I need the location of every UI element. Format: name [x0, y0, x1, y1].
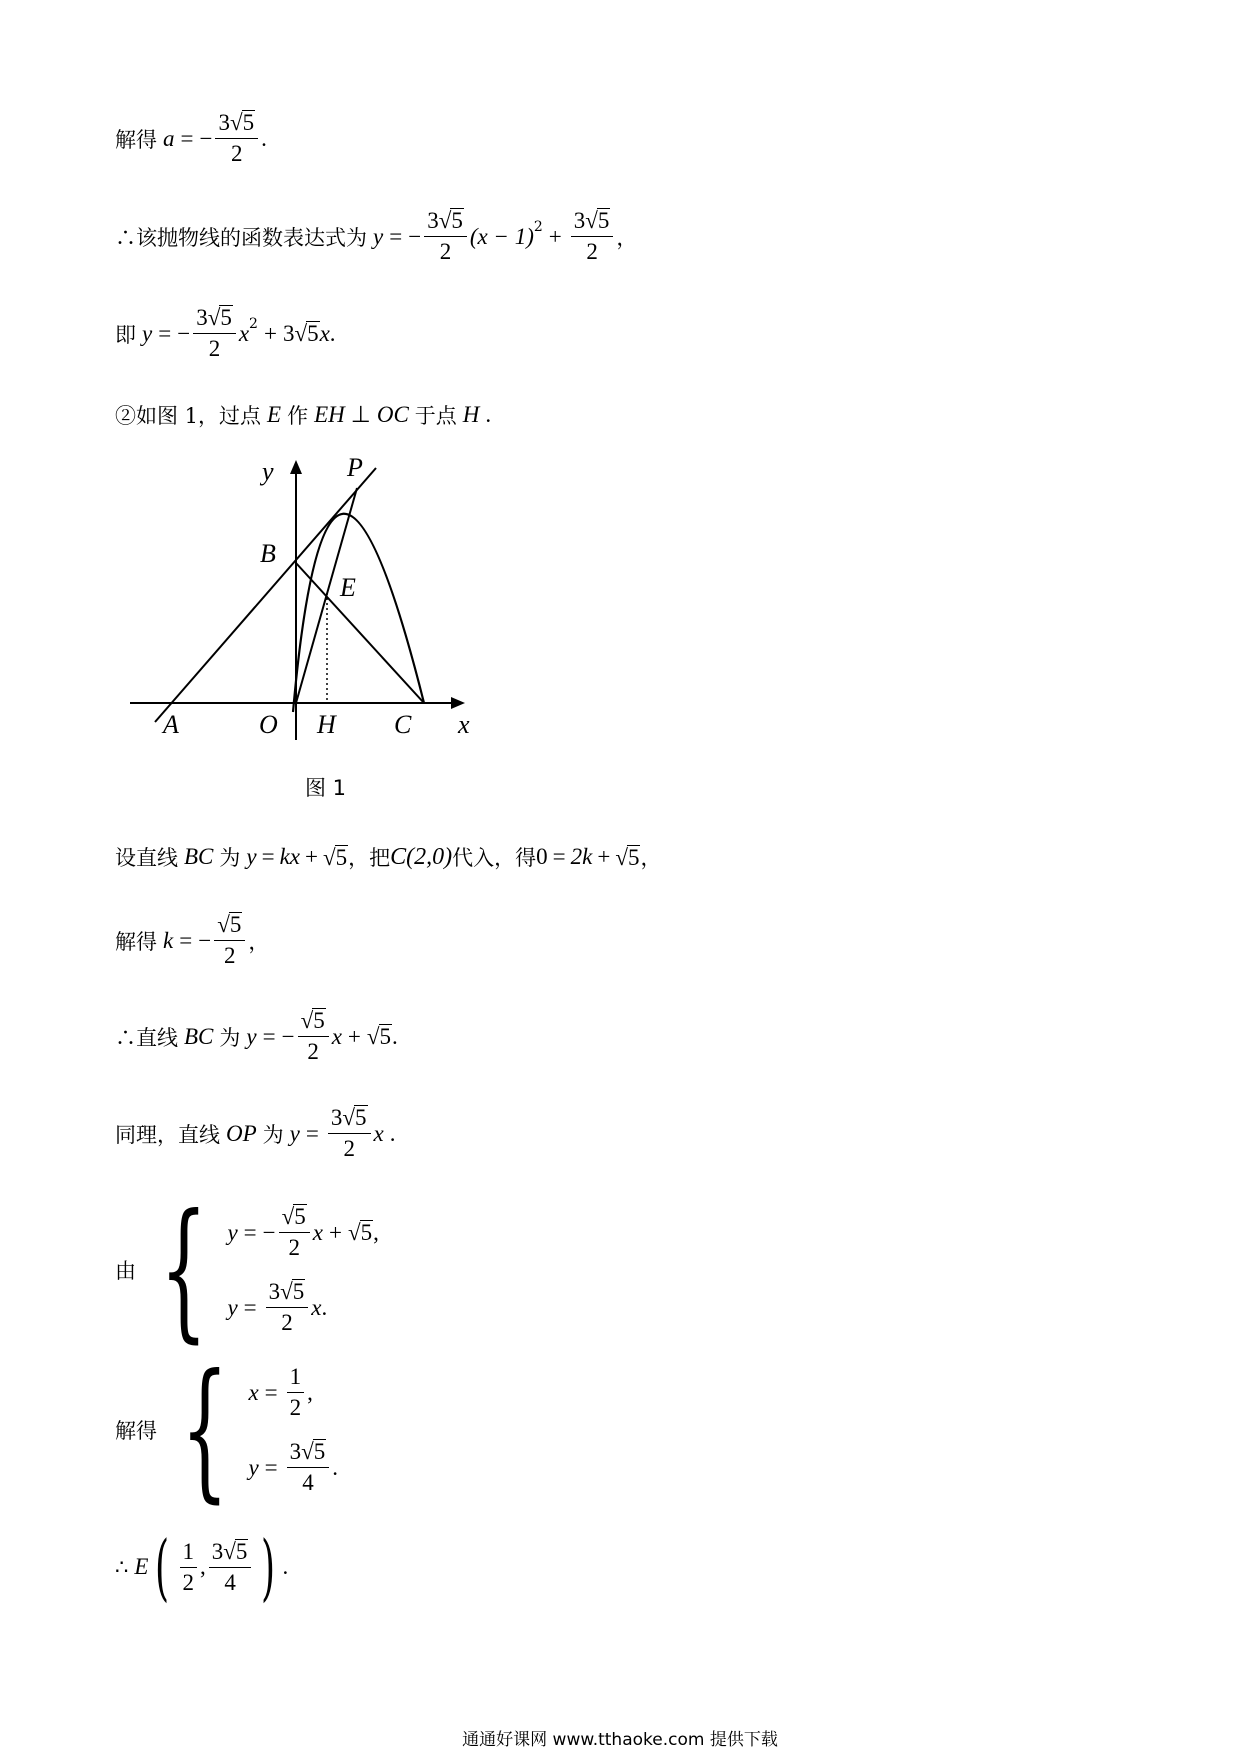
line-point-E: ∴ E ( $\frac{1}{2}$ , 3 √ 5 4 ) .: [115, 1525, 289, 1609]
system-eq-1: y = − √ 5 2 x + √ 5 ,: [227, 1204, 379, 1260]
equation-system: [227, 1195, 378, 1345]
line-solution-system: 解得 { x = $\frac{1}{2}$ , y = 3 √ 5 4 .: [115, 1343, 339, 1517]
fraction: 3 √ 5 2: [193, 305, 236, 362]
label-H: H: [317, 710, 336, 739]
fraction: 3 √ 5 2: [215, 110, 258, 167]
figure-1: [120, 445, 500, 739]
line-construction: ②如图 1，过点 E 作 EH ⊥ OC 于点 H .: [115, 402, 492, 428]
fraction: 3 √ 5 2: [424, 208, 467, 265]
left-brace: {: [159, 1183, 208, 1357]
line-solve-a: 解得 a = − 3 √ 5 2 .: [115, 110, 267, 166]
solution-x: x = $\frac{1}{2}$ ,: [248, 1364, 313, 1420]
solution-y: y = 3 √ 5 4 .: [248, 1439, 339, 1495]
fraction: √ 5 2: [298, 1008, 329, 1065]
line-BC-equation: ∴直线 BC 为 y = − √ 5 2 x + √ 5 .: [115, 1008, 398, 1064]
x-axis-arrow: [451, 697, 465, 709]
figure-caption: 图 1: [305, 776, 347, 800]
y-axis-arrow: [290, 460, 302, 474]
left-brace: {: [180, 1343, 229, 1517]
label-P: P: [347, 453, 363, 482]
line-set-BC: 设直线 BC 为 y = kx + √ 5 ，把 C(2,0) 代入，得 0 = 2k + √ 5 ，: [115, 843, 662, 870]
line-solve-k: 解得 k = − √ 5 2 ，: [115, 912, 270, 968]
label-C: C: [394, 710, 412, 739]
line-OP-equation: 同理，直线 OP 为 y = 3 √ 5 2 x .: [115, 1105, 396, 1161]
line-system: 由 { y = − √ 5 2 x + √ 5 , y = 3 √ 5 2 x .: [115, 1183, 379, 1357]
fraction: √ 5 2: [214, 912, 245, 969]
label-A: A: [163, 710, 179, 739]
page-footer: 通通好课网 www.tthaoke.com 提供下载: [462, 1730, 778, 1750]
label-B: B: [260, 539, 276, 568]
line-parabola-standard-form: 即 y = − 3 √ 5 2 x 2 + 3 √ 5 x .: [115, 305, 336, 361]
label-O: O: [259, 710, 278, 739]
line-parabola-vertex-form: ∴该抛物线的函数表达式为 y = − 3 √ 5 2 (x − 1) 2 + 3 √ 5 2 ，: [115, 208, 638, 264]
label-x: x: [458, 710, 470, 739]
label-E: E: [340, 573, 356, 602]
fraction: 3 √ 5 2: [571, 208, 614, 265]
label-y: y: [262, 457, 274, 486]
fraction: 3 √ 5 2: [328, 1105, 371, 1162]
system-eq-2: y = 3 √ 5 2 x .: [227, 1279, 328, 1335]
solution-system: [248, 1355, 338, 1505]
